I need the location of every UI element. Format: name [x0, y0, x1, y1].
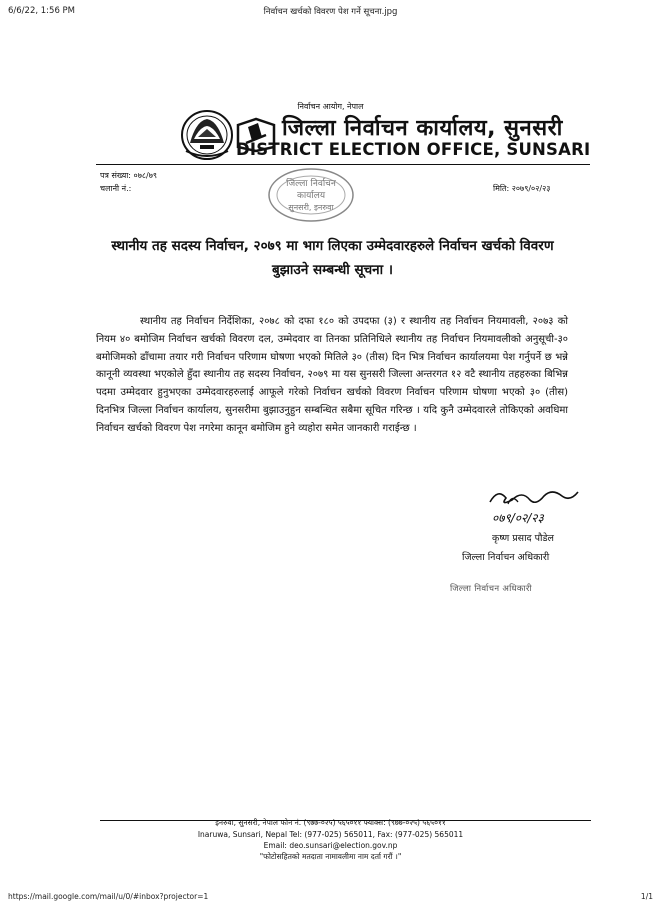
letter-number: पत्र संख्या: ०७८/७९ — [100, 171, 158, 180]
print-footer — [8, 892, 653, 904]
notice-body-text: स्थानीय तह निर्वाचन निर्देशिका, २०७८ को दफा १८० को उपदफा (३) र स्थानीय तह निर्वाचन नियमावली, २०७३ को नियम ४० बमोजिम निर्वाचन खर्चको विवरण दल, उम्मेदवार वा तिनका प्रतिनिधिले स्थानीय तह निर्वाचन नियमावलीको अनुसूची-३० बमोजिमको ढाँचामा तयार गरी निर्वाचन परिणाम घोषणा भएको मितिले ३० (तीस) दिन भित्र निर्वाचन कार्यालयमा पेश गर्नुपर्ने छ भन्ने कानूनी व्यवस्था भएकोले हुँदा स्थानीय तह सदस्य निर्वाचन, २०७९ मा यस सुनसरी जिल्ला अन्तरगत १२ वटै स्थानीय तहहरुका बिभिन्न पदमा उम्मेदवार हुनुभएका उम्मेदवारहरुलाई आफूले गरेको निर्वाचन खर्चको विवरण निर्वाचन परिणाम घोषणा भएको ३० (तीस) दिनभित्र जिल्ला निर्वाचन कार्यालय, सुनसरीमा बुझाउनुहुन सम्बन्धित सबैमा सूचित गरिन्छ । यदि कुनै उम्मेदवारले तोकिएको अवधिमा निर्वाचन खर्चको विवरण पेश नगरेमा कानून बमोजिम हुने व्यहोरा समेत जानकारी गराईन्छ । — [96, 316, 568, 434]
letter-date: मिति: २०७९/०२/२३ — [493, 184, 551, 193]
footer-address-english: Inaruwa, Sunsari, Nepal Tel: (977-025) 565011, Fax: (977-025) 565011 — [197, 830, 464, 839]
print-filename: निर्वाचन खर्चको विवरण पेश गर्ने सूचना.jpg — [263, 7, 398, 17]
notice-heading: स्थानीय तह सदस्य निर्वाचन, २०७९ मा भाग लिएका उम्मेदवारहरुले निर्वाचन खर्चको विवरण बुझाउने सम्बन्धी सूचना । — [111, 238, 554, 278]
notice-body — [96, 313, 568, 438]
letterhead-divider — [96, 164, 590, 165]
footer-slogan: "फोटोसहितको मतदाता नामावलीमा नाम दर्ता गरौं ।" — [259, 852, 402, 861]
stamp-line-1: जिल्ला निर्वाचन — [286, 179, 336, 189]
print-timestamp: 6/6/22, 1:56 PM — [8, 6, 76, 16]
signatory-name: कृष्ण प्रसाद पौडेल — [492, 533, 554, 544]
footer-email: Email: deo.sunsari@election.gov.np — [263, 841, 398, 850]
office-title-english: DISTRICT ELECTION OFFICE, SUNSARI — [236, 140, 591, 159]
print-url[interactable]: https://mail.google.com/mail/u/0/#inbox?projector=1 — [8, 892, 209, 901]
handwritten-date: ०७९/०२/२३ — [492, 511, 544, 525]
dispatch-number: चलानी नं.: — [100, 184, 132, 193]
letterhead-commission-name: निर्वाचन आयोग, नेपाल — [297, 102, 364, 111]
signatory-seal: जिल्ला निर्वाचन अधिकारी — [450, 584, 532, 594]
office-stamp-icon — [266, 166, 356, 224]
office-title-nepali: जिल्ला निर्वाचन कार्यालय, सुनसरी — [282, 116, 563, 141]
print-header — [8, 6, 653, 20]
signatory-title: जिल्ला निर्वाचन अधिकारी — [462, 552, 550, 563]
handwritten-signature-icon — [478, 482, 588, 526]
footer-address-nepali: इनरुवा, सुनसरी, नेपाल फोन नं. (९७७-०२५) ५६५०११ फ्याक्स: (९७७-०२५) ५६५०११ — [215, 818, 446, 827]
stamp-line-2: कार्यालय — [296, 191, 326, 201]
stamp-line-3: सुनसरी, इनरुवा — [288, 203, 334, 212]
print-page-number: 1/1 — [640, 892, 653, 901]
nepal-emblem-icon — [180, 107, 234, 161]
